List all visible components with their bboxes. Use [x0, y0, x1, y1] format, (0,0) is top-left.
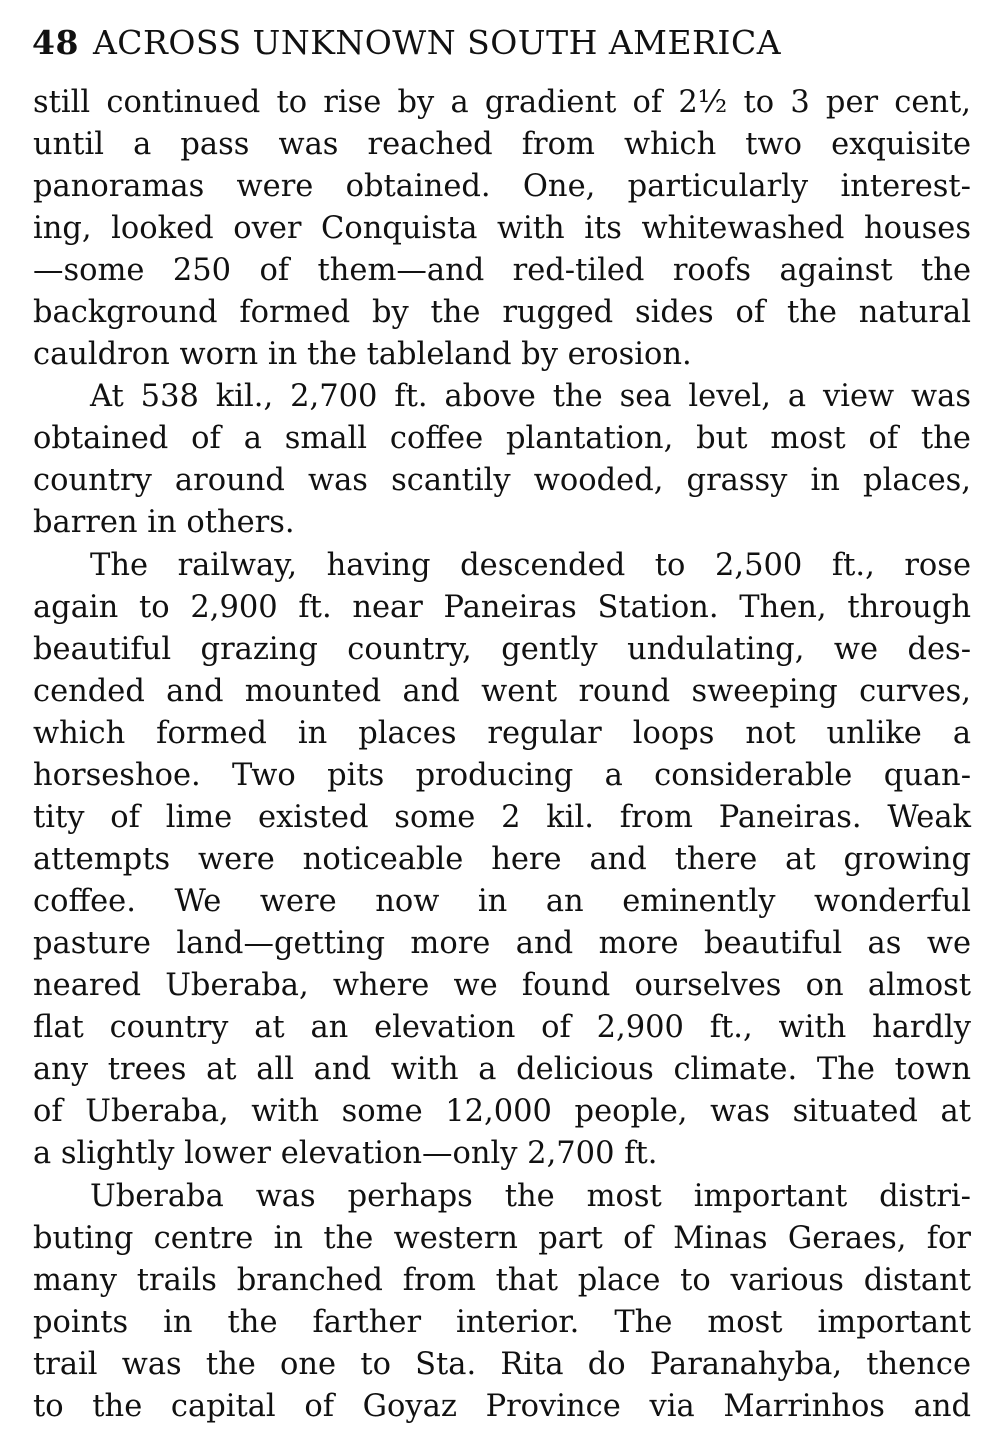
text-line: flat country at an elevation of 2,900 ft., with hardly: [33, 1010, 971, 1045]
text-line: country around was scantily wooded, grassy in places,: [33, 463, 971, 498]
text-line: ing, looked over Conquista with its whitewashed houses: [33, 211, 971, 246]
text-line: neared Uberaba, where we found ourselves on almost: [33, 968, 971, 1003]
text-line: cended and mounted and went round sweeping curves,: [33, 674, 971, 709]
text-line: panoramas were obtained. One, particularly interest-: [33, 169, 971, 204]
text-line: any trees at all and with a delicious climate. The town: [33, 1052, 971, 1087]
running-header: [32, 22, 781, 64]
text-line: points in the farther interior. The most important: [33, 1305, 971, 1340]
text-line: horseshoe. Two pits producing a considerable quan-: [33, 758, 971, 793]
text-line: pasture land—getting more and more beautiful as we: [33, 926, 971, 961]
text-line: The railway, having descended to 2,500 ft., rose: [90, 548, 971, 583]
text-line: Uberaba was perhaps the most important distri-: [90, 1179, 971, 1214]
text-line: background formed by the rugged sides of the natural: [33, 295, 971, 330]
text-line: again to 2,900 ft. near Paneiras Station. Then, through: [33, 590, 971, 625]
running-title: ACROSS UNKNOWN SOUTH AMERICA: [92, 23, 782, 62]
text-line: At 538 kil., 2,700 ft. above the sea level, a view was: [90, 379, 971, 414]
text-line: barren in others.: [33, 505, 295, 540]
text-line: attempts were noticeable here and there at growing: [33, 842, 971, 877]
text-line: a slightly lower elevation—only 2,700 ft.: [33, 1136, 658, 1171]
text-line: tity of lime existed some 2 kil. from Paneiras. Weak: [33, 800, 971, 835]
text-line: cauldron worn in the tableland by erosion.: [33, 337, 692, 372]
text-line: buting centre in the western part of Minas Geraes, for: [33, 1221, 971, 1256]
text-line: to the capital of Goyaz Province via Marrinhos and: [33, 1389, 971, 1424]
text-line: beautiful grazing country, gently undulating, we des-: [33, 632, 971, 667]
text-line: until a pass was reached from which two exquisite: [33, 127, 971, 162]
text-line: trail was the one to Sta. Rita do Paranahyba, thence: [33, 1347, 971, 1382]
text-line: still continued to rise by a gradient of 2½ to 3 per cent,: [33, 85, 971, 120]
text-line: coffee. We were now in an eminently wonderful: [33, 884, 971, 919]
text-line: which formed in places regular loops not unlike a: [33, 716, 971, 751]
text-line: of Uberaba, with some 12,000 people, was situated at: [33, 1094, 971, 1129]
text-line: obtained of a small coffee plantation, but most of the: [33, 421, 971, 456]
text-line: —some 250 of them—and red-tiled roofs against the: [33, 253, 971, 288]
text-line: many trails branched from that place to various distant: [33, 1263, 971, 1298]
page-number: 48: [32, 23, 79, 62]
